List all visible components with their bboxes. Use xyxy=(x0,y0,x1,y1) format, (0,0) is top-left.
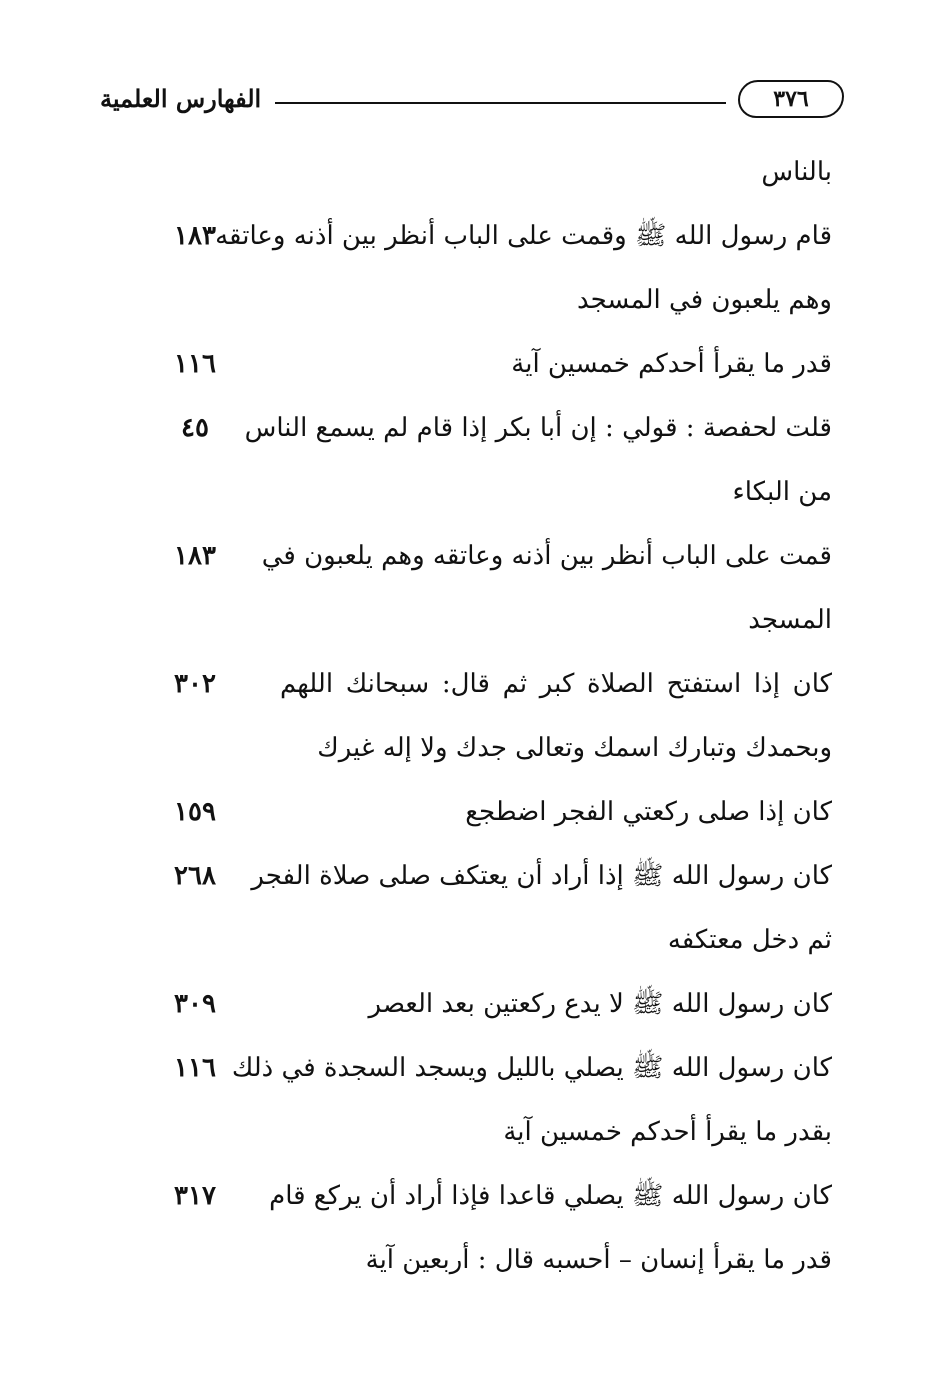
index-entries xyxy=(150,140,840,1292)
entry-text: كان رسول الله ﷺ إذا أراد أن يعتكف صلى صلاة الفجر xyxy=(251,861,832,891)
entry-page-ref: ٤٥ xyxy=(181,413,209,443)
entry-text: كان رسول الله ﷺ لا يدع ركعتين بعد العصر xyxy=(368,989,832,1019)
index-entry xyxy=(150,204,840,332)
index-entry xyxy=(150,972,840,1036)
index-entry xyxy=(150,844,840,972)
entry-text-continued: من البكاء xyxy=(732,477,832,507)
entry-page-ref: ١١٦ xyxy=(174,1053,216,1083)
index-entry xyxy=(150,1164,840,1292)
entry-text: كان رسول الله ﷺ يصلي بالليل ويسجد السجدة في ذلك xyxy=(231,1053,832,1083)
index-entry xyxy=(150,140,840,204)
entry-text-continued: بقدر ما يقرأ أحدكم خمسين آية xyxy=(503,1117,832,1147)
running-header xyxy=(100,78,844,124)
entry-text: قام رسول الله ﷺ وقمت على الباب أنظر بين أذنه وعاتقه xyxy=(215,221,832,251)
entry-page-ref: ١١٦ xyxy=(174,349,216,379)
entry-text-continued: ثم دخل معتكفه xyxy=(667,925,832,955)
entry-text-continued: المسجد xyxy=(748,605,832,635)
entry-page-ref: ٣١٧ xyxy=(174,1181,216,1211)
index-entry xyxy=(150,1036,840,1164)
index-entry xyxy=(150,524,840,652)
entry-page-ref: ٢٦٨ xyxy=(174,861,216,891)
entry-page-ref: ١٥٩ xyxy=(174,797,216,827)
index-entry xyxy=(150,332,840,396)
entry-text-continued: وبحمدك وتبارك اسمك وتعالى جدك ولا إله غيرك xyxy=(317,733,832,763)
entry-text: قمت على الباب أنظر بين أذنه وعاتقه وهم يلعبون في xyxy=(261,541,832,571)
entry-page-ref: ١٨٣ xyxy=(174,221,216,251)
entry-text-continued: وهم يلعبون في المسجد xyxy=(576,285,832,315)
entry-text: قلت لحفصة : قولي : إن أبا بكر إذا قام لم يسمع الناس xyxy=(244,413,832,443)
entry-text: كان إذا صلى ركعتي الفجر اضطجع xyxy=(465,797,832,827)
entry-page-ref: ١٨٣ xyxy=(174,541,216,571)
entry-text: كان إذا استفتح الصلاة كبر ثم قال: سبحانك اللهم xyxy=(280,669,832,699)
entry-page-ref: ٣٠٩ xyxy=(174,989,216,1019)
entry-text-continued: قدر ما يقرأ إنسان – أحسبه قال : أربعين آية xyxy=(365,1245,832,1275)
entry-text: قدر ما يقرأ أحدكم خمسين آية xyxy=(511,349,832,379)
header-title: الفهارس العلمية xyxy=(100,84,262,113)
entry-page-ref: ٣٠٢ xyxy=(174,669,216,699)
index-entry xyxy=(150,652,840,780)
header-rule xyxy=(275,102,726,104)
index-entry xyxy=(150,780,840,844)
page-number: ٣٧٦ xyxy=(738,80,844,118)
entry-text: كان رسول الله ﷺ يصلي قاعدا فإذا أراد أن يركع قام xyxy=(269,1181,832,1211)
entry-text: بالناس xyxy=(761,157,832,187)
index-entry xyxy=(150,396,840,524)
